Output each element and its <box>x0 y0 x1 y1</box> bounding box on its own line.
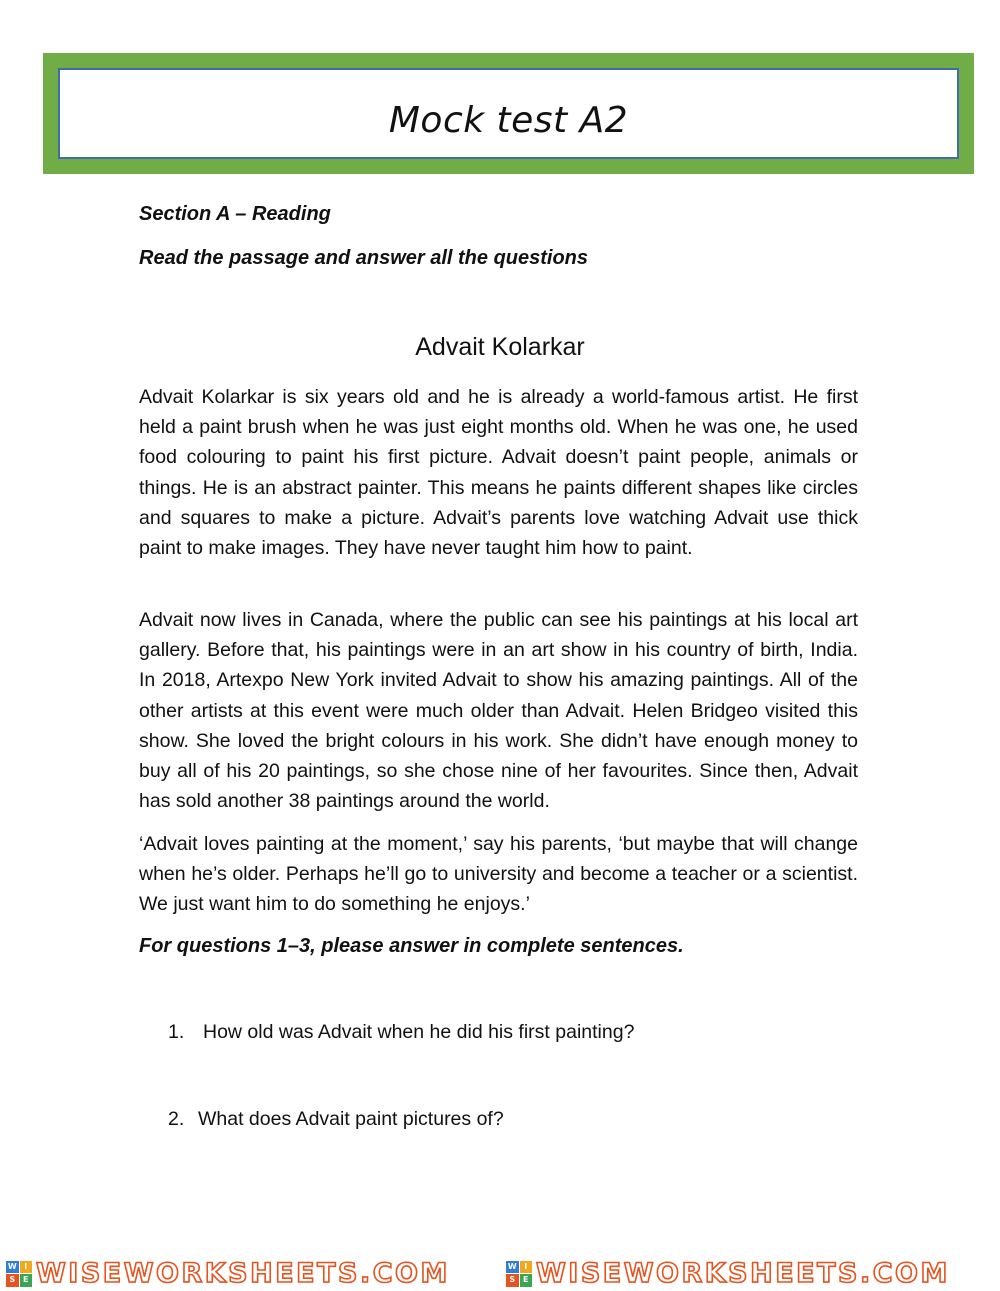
section-instruction: Read the passage and answer all the questions <box>139 247 589 269</box>
title-frame <box>43 53 974 174</box>
passage-paragraph-1: Advait Kolarkar is six years old and he is already a world-famous artist. He first held a paint brush when he was just eight months old. When he was one, he used food colouring to paint his first picture. Advait doesn’t paint people, animals or things. He is an abstract painter. This means he paints different shapes like circles and squares to make a picture. Advait’s parents love watching Advait use thick paint to make images. They have never taught him how to paint. <box>139 386 858 560</box>
watermark-banner <box>0 1256 1000 1291</box>
page-title: Mock test A2 <box>388 100 629 141</box>
watermark-unit <box>0 1258 500 1289</box>
passage-paragraph-2: Advait now lives in Canada, where the public can see his paintings at his local art gallery. Before that, his paintings were in an art show in his country of birth, India. In 2018, Artexpo New York invited Advait to show his amazing paintings. All of the other artists at this event were much older than Advait. Helen Bridgeo visited this show. She loved the bright colours in his work. She didn’t have enough money to buy all of his 20 paintings, so she chose nine of her favourites. Since then, Advait has sold another 38 paintings around the world. <box>139 609 858 813</box>
watermark-text: WISEWORKSHEETS.COM <box>36 1258 450 1289</box>
passage-paragraph-3: ‘Advait loves painting at the moment,’ say his parents, ‘but maybe that will change when he’s older. Perhaps he’ll go to university and become a teacher or a scientist. We just want him to do something he enjoys.’ <box>139 833 858 916</box>
watermark-text: WISEWORKSHEETS.COM <box>536 1258 950 1289</box>
wiseworksheets-logo-icon: W I S E <box>6 1261 32 1287</box>
title-inner-box <box>58 68 959 159</box>
questions-instruction: For questions 1–3, please answer in complete sentences. <box>139 935 684 957</box>
question-number: 2. <box>168 1108 185 1130</box>
question-2 <box>168 1108 504 1131</box>
question-number: 1. <box>168 1021 185 1043</box>
question-text: What does Advait paint pictures of? <box>198 1108 504 1130</box>
watermark-unit <box>500 1258 1000 1289</box>
passage-title: Advait Kolarkar <box>415 333 585 361</box>
question-1 <box>168 1021 634 1044</box>
section-heading: Section A – Reading <box>139 203 331 225</box>
wiseworksheets-logo-icon: W I S E <box>506 1261 532 1287</box>
question-text: How old was Advait when he did his first painting? <box>203 1021 635 1043</box>
